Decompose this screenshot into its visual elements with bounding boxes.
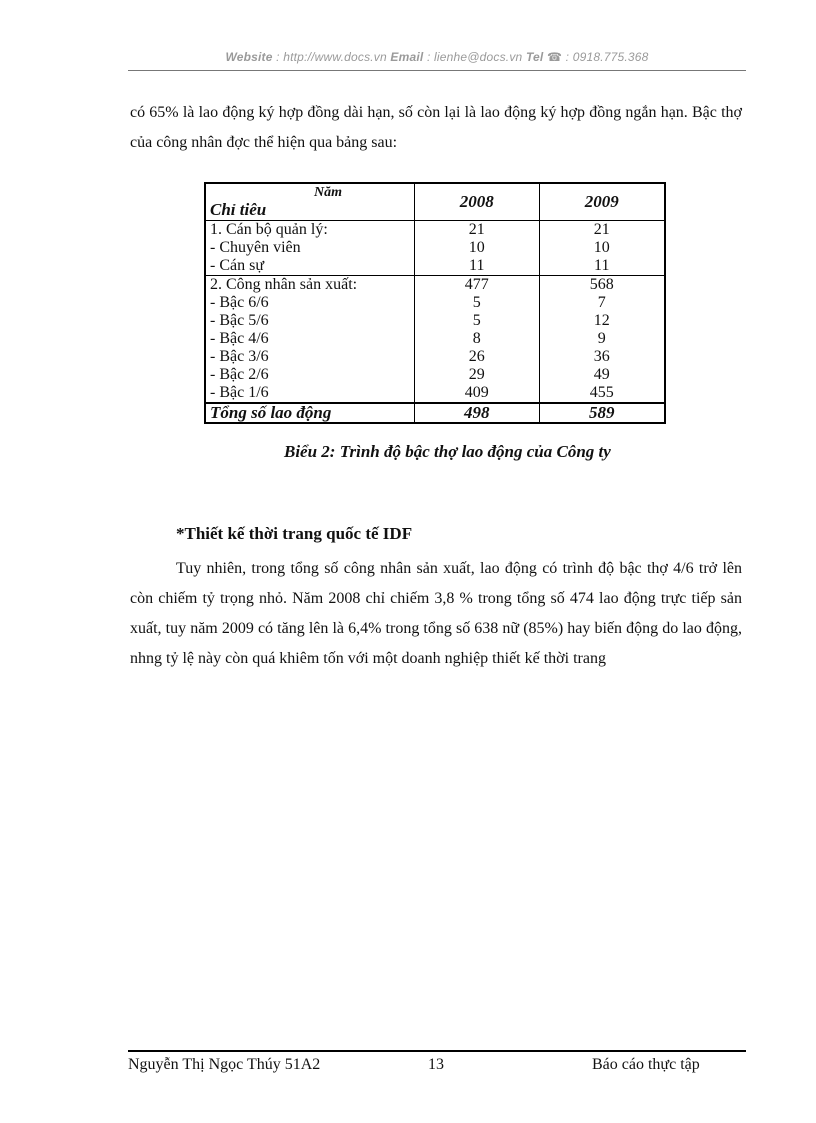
page-header	[128, 50, 746, 64]
total-row	[205, 403, 665, 423]
email-label: Email	[390, 50, 424, 64]
total-2008: 498	[415, 403, 540, 423]
footer-title: Báo cáo thực tập	[592, 1056, 700, 1073]
page-number: 13	[428, 1056, 444, 1073]
corner-header-cell	[205, 183, 415, 221]
website-label: Website	[225, 50, 273, 64]
cell-2009: 9	[597, 330, 606, 347]
cell-2009: 49	[593, 366, 610, 383]
row-label: - Bậc 6/6	[205, 294, 415, 312]
section-heading: *Thiết kế thời trang quốc tế IDF	[176, 524, 413, 543]
cell-2009: 7	[597, 294, 606, 311]
row-label: - Bậc 3/6	[205, 348, 415, 366]
cell-2008: 8	[415, 330, 540, 348]
table-row	[205, 239, 665, 257]
footer-author: Nguyễn Thị Ngọc Thúy 51A2	[128, 1056, 321, 1073]
table-row	[205, 312, 665, 330]
table-row	[205, 276, 665, 295]
row-label: - Chuyên viên	[205, 239, 415, 257]
website-value: : http://www.docs.vn	[272, 50, 391, 64]
header-divider	[128, 70, 746, 71]
cell-2009: 568	[539, 276, 665, 295]
tel-value: ☎ : 0918.775.368	[543, 50, 649, 64]
year-header-2009: 2009	[539, 183, 665, 221]
table-row	[205, 294, 665, 312]
footer-divider	[128, 1050, 746, 1052]
row-label: - Bậc 1/6	[205, 384, 415, 403]
cell-2008: 477	[415, 276, 540, 295]
year-header-2008: 2008	[415, 183, 540, 221]
cell-2008: 409	[415, 384, 540, 403]
row-label: 2. Công nhân sản xuất:	[205, 276, 415, 295]
cell-2008: 10	[415, 239, 540, 257]
cell-2009: 12	[593, 312, 610, 329]
cell-2008: 29	[415, 366, 540, 384]
table-row	[205, 257, 665, 276]
worker-grade-table	[204, 182, 666, 424]
cell-2008: 11	[415, 257, 540, 276]
total-2009: 589	[539, 403, 665, 423]
row-label: - Bậc 2/6	[205, 366, 415, 384]
row-label: - Bậc 4/6	[205, 330, 415, 348]
table-row	[205, 384, 665, 403]
cell-2008: 21	[415, 221, 540, 240]
table-row	[205, 366, 665, 384]
cell-2009: 21	[539, 221, 665, 240]
table-row	[205, 348, 665, 366]
table-row	[205, 330, 665, 348]
indicator-axis-label: Chỉ tiêu	[210, 200, 267, 219]
row-label: - Bậc 5/6	[205, 312, 415, 330]
table-caption: Biểu 2: Trình độ bậc thợ lao động của Công ty	[284, 442, 611, 461]
table-row	[205, 221, 665, 240]
year-axis-label: Năm	[314, 185, 342, 200]
email-value: : lienhe@docs.vn	[423, 50, 526, 64]
cell-2008: 26	[415, 348, 540, 366]
cell-2009: 455	[589, 384, 614, 401]
row-label: - Cán sự	[205, 257, 415, 276]
intro-paragraph: có 65% là lao động ký hợp đồng dài hạn, số còn lại là lao động ký hợp đồng ngắn hạn. Bậc thợ của công nhân đợc thể hiện qua bảng sau:	[130, 104, 742, 151]
tel-label: Tel	[525, 50, 544, 64]
cell-2009: 10	[593, 239, 610, 256]
cell-2008: 5	[415, 294, 540, 312]
row-label: 1. Cán bộ quản lý:	[205, 221, 415, 240]
cell-2008: 5	[415, 312, 540, 330]
cell-2009: 11	[594, 257, 610, 274]
body-paragraph: Tuy nhiên, trong tổng số công nhân sản xuất, lao động có trình độ bậc thợ 4/6 trở lên còn chiếm tỷ trọng nhỏ. Năm 2008 chỉ chiếm 3,8 % trong tổng số 474 lao động trực tiếp sản xuất, tuy năm 2009 có tăng lên là 6,4% trong tổng số 638 nữ (85%) hay biến động do lao động, nhng tỷ lệ này còn quá khiêm tốn với một doanh nghiệp thiết kế thời trang	[130, 560, 742, 667]
cell-2009: 36	[593, 348, 610, 365]
total-label: Tổng số lao động	[205, 403, 415, 423]
